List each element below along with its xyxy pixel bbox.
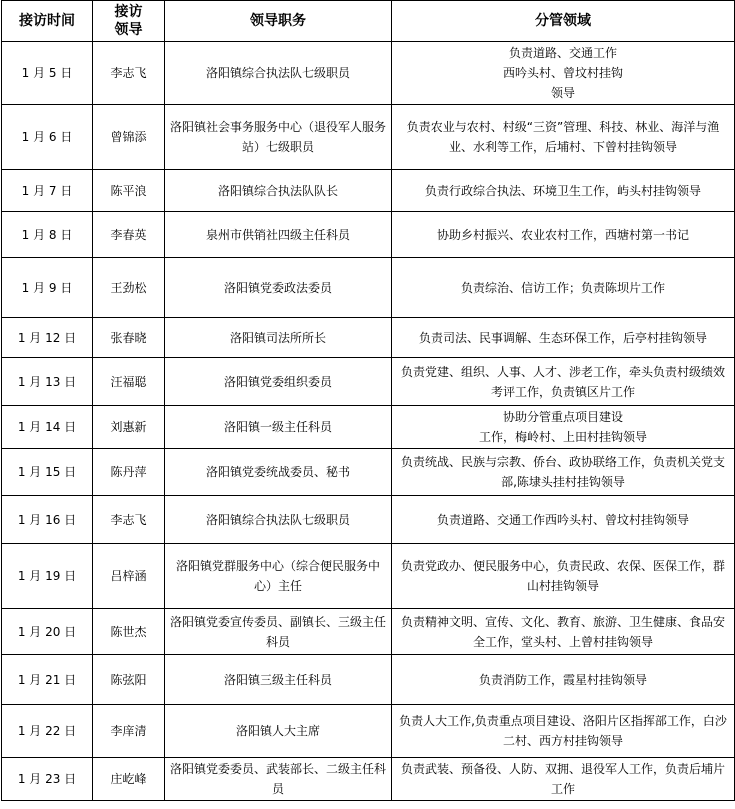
- cell-leader-name: 吕梓涵: [93, 544, 165, 609]
- cell-leader-name: 陈弦阳: [93, 655, 165, 705]
- table-row: [2, 496, 735, 544]
- duty-line: 负责行政综合执法、环境卫生工作，屿头村挂钩领导: [424, 183, 701, 198]
- cell-leader-name: 李志飞: [93, 496, 165, 544]
- reception-schedule-table: [1, 0, 735, 801]
- cell-leader-name: 陈丹萍: [93, 449, 165, 496]
- cell-duties: [392, 496, 735, 544]
- header-leader: [93, 1, 165, 42]
- cell-leader-name: 陈平浪: [93, 170, 165, 212]
- header-position: 领导职务: [165, 1, 392, 42]
- duty-line: 负责农业与农村、村级“三资”管理、科技、林业、海洋与渔业、水利等工作，后埔村、下曾村挂钩领导: [406, 120, 720, 154]
- cell-position: 洛阳镇党委统战委员、秘书: [165, 449, 392, 496]
- cell-date: 1 月 12 日: [2, 318, 93, 358]
- cell-leader-name: 王劲松: [93, 258, 165, 318]
- cell-position: 洛阳镇综合执法队七级职员: [165, 496, 392, 544]
- cell-duties: [392, 170, 735, 212]
- duty-line: 协助分管重点项目建设: [502, 410, 623, 424]
- duty-line: 负责武装、预备役、人防、双拥、退役军人工作，负责后埔片工作: [400, 762, 725, 796]
- cell-leader-name: 刘惠新: [93, 406, 165, 449]
- table-header-row: [2, 1, 735, 42]
- cell-date: 1 月 22 日: [2, 705, 93, 758]
- duty-line: 西吟头村、曾坟村挂钩: [502, 66, 623, 80]
- cell-date: 1 月 6 日: [2, 105, 93, 170]
- table-row: [2, 42, 735, 105]
- cell-date: 1 月 15 日: [2, 449, 93, 496]
- table-row: [2, 758, 735, 801]
- duty-line: 领导: [550, 86, 575, 100]
- duty-line: 负责党建、组织、人事、人才、涉老工作，牵头负责村级绩效考评工作，负责镇区片工作: [400, 364, 725, 399]
- cell-duties: [392, 609, 735, 655]
- cell-leader-name: 曾锦添: [93, 105, 165, 170]
- cell-date: 1 月 13 日: [2, 358, 93, 406]
- cell-position: 泉州市供销社四级主任科员: [165, 212, 392, 258]
- cell-date: 1 月 5 日: [2, 42, 93, 105]
- cell-leader-name: 李春英: [93, 212, 165, 258]
- header-leader-line1: 接访: [114, 4, 143, 20]
- cell-duties: [392, 705, 735, 758]
- cell-leader-name: 陈世杰: [93, 609, 165, 655]
- cell-leader-name: 庄屹峰: [93, 758, 165, 801]
- table-row: [2, 170, 735, 212]
- duty-line: 负责消防工作，霞星村挂钩领导: [478, 672, 647, 687]
- table-row: [2, 358, 735, 406]
- cell-date: 1 月 9 日: [2, 258, 93, 318]
- header-duties: 分管领域: [392, 1, 735, 42]
- table-row: [2, 609, 735, 655]
- cell-duties: [392, 42, 735, 105]
- cell-position: 洛阳镇党委政法委员: [165, 258, 392, 318]
- header-date: 接访时间: [2, 1, 93, 42]
- cell-position: 洛阳镇党委组织委员: [165, 358, 392, 406]
- cell-duties: [392, 655, 735, 705]
- cell-position: 洛阳镇社会事务服务中心（退役军人服务站）七级职员: [165, 105, 392, 170]
- table-row: [2, 544, 735, 609]
- cell-duties: [392, 105, 735, 170]
- cell-position: 洛阳镇党委委员、武装部长、二级主任科员: [165, 758, 392, 801]
- table-row: [2, 105, 735, 170]
- duty-line: 负责道路、交通工作: [508, 46, 617, 60]
- cell-position: 洛阳镇党群服务中心（综合便民服务中心）主任: [165, 544, 392, 609]
- cell-position: 洛阳镇一级主任科员: [165, 406, 392, 449]
- duty-line: 负责精神文明、宣传、文化、教育、旅游、卫生健康、食品安全工作，堂头村、上曾村挂钩领导: [400, 614, 725, 649]
- table-row: [2, 406, 735, 449]
- cell-position: 洛阳镇综合执法队七级职员: [165, 42, 392, 105]
- table-row: [2, 318, 735, 358]
- cell-leader-name: 李志飞: [93, 42, 165, 105]
- table-row: [2, 212, 735, 258]
- cell-position: 洛阳镇人大主席: [165, 705, 392, 758]
- cell-date: 1 月 20 日: [2, 609, 93, 655]
- duty-line: 工作，梅岭村、上田村挂钩领导: [478, 430, 647, 444]
- duty-line: 负责统战、民族与宗教、侨台、政协联络工作，负责机关党支部,陈埭头挂村挂钩领导: [400, 455, 725, 489]
- duty-line: 负责综治、信访工作；负责陈坝片工作: [460, 280, 665, 295]
- cell-position: 洛阳镇三级主任科员: [165, 655, 392, 705]
- cell-duties: [392, 758, 735, 801]
- cell-date: 1 月 16 日: [2, 496, 93, 544]
- cell-date: 1 月 23 日: [2, 758, 93, 801]
- table-row: [2, 258, 735, 318]
- cell-date: 1 月 8 日: [2, 212, 93, 258]
- cell-position: 洛阳镇司法所所长: [165, 318, 392, 358]
- cell-duties: [392, 449, 735, 496]
- duty-line: 负责人大工作,负责重点项目建设、洛阳片区指挥部工作，白沙二村、西方村挂钩领导: [399, 714, 727, 748]
- duty-line: 负责党政办、便民服务中心，负责民政、农保、医保工作，群山村挂钩领导: [400, 559, 725, 593]
- cell-duties: [392, 544, 735, 609]
- cell-leader-name: 张春晓: [93, 318, 165, 358]
- table-row: [2, 705, 735, 758]
- cell-date: 1 月 7 日: [2, 170, 93, 212]
- cell-duties: [392, 212, 735, 258]
- cell-duties: [392, 258, 735, 318]
- cell-duties: [392, 358, 735, 406]
- duty-line: 负责司法、民事调解、生态环保工作，后亭村挂钩领导: [418, 330, 707, 345]
- duty-line: 负责道路、交通工作西吟头村、曾坟村挂钩领导: [436, 512, 689, 527]
- cell-leader-name: 汪福聪: [93, 358, 165, 406]
- cell-duties: [392, 406, 735, 449]
- cell-date: 1 月 21 日: [2, 655, 93, 705]
- duty-line: 协助乡村振兴、农业农村工作，西塘村第一书记: [436, 227, 689, 242]
- cell-date: 1 月 14 日: [2, 406, 93, 449]
- cell-duties: [392, 318, 735, 358]
- cell-position: 洛阳镇综合执法队队长: [165, 170, 392, 212]
- table-row: [2, 449, 735, 496]
- header-leader-line2: 领导: [114, 22, 143, 38]
- cell-position: 洛阳镇党委宣传委员、副镇长、三级主任科员: [165, 609, 392, 655]
- cell-date: 1 月 19 日: [2, 544, 93, 609]
- cell-leader-name: 李庠清: [93, 705, 165, 758]
- table-row: [2, 655, 735, 705]
